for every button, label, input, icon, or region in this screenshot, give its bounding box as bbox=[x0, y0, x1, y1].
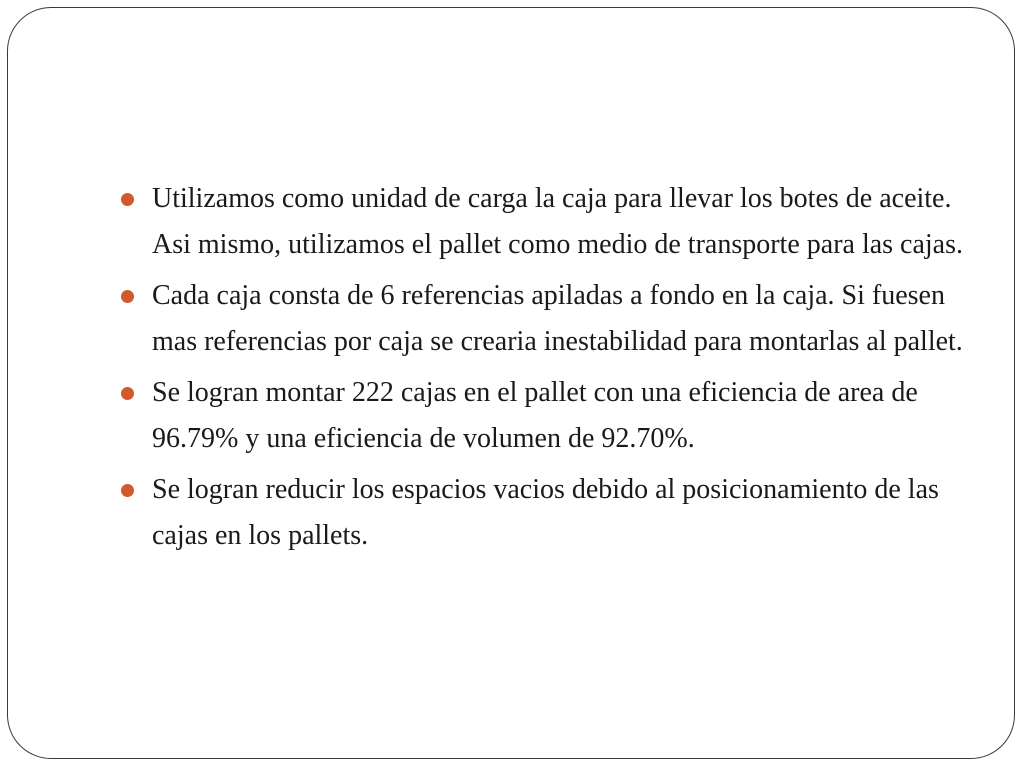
bullet-text-2: Cada caja consta de 6 referencias apiladas a fondo en la caja. Si fuesen mas referencias por caja se crearia inestabilidad para montarlas al pallet. bbox=[152, 280, 963, 357]
bullet-dot-icon bbox=[121, 387, 134, 400]
bullet-item-2 bbox=[120, 273, 980, 365]
slide-frame bbox=[7, 7, 1015, 759]
bullet-dot-icon bbox=[121, 193, 134, 206]
bullet-item-1 bbox=[120, 176, 980, 268]
bullet-dot-icon bbox=[121, 290, 134, 303]
bullet-text-1: Utilizamos como unidad de carga la caja para llevar los botes de aceite. Asi mismo, utilizamos el pallet como medio de transporte para las cajas. bbox=[152, 183, 964, 260]
bullet-dot-icon bbox=[121, 484, 134, 497]
bullet-item-4 bbox=[120, 467, 980, 559]
bullet-text-3: Se logran montar 222 cajas en el pallet con una eficiencia de area de 96.79% y una eficiencia de volumen de 92.70%. bbox=[152, 377, 918, 454]
bullet-list bbox=[120, 176, 980, 564]
bullet-item-3 bbox=[120, 370, 980, 462]
bullet-text-4: Se logran reducir los espacios vacios debido al posicionamiento de las cajas en los pallets. bbox=[152, 474, 939, 551]
